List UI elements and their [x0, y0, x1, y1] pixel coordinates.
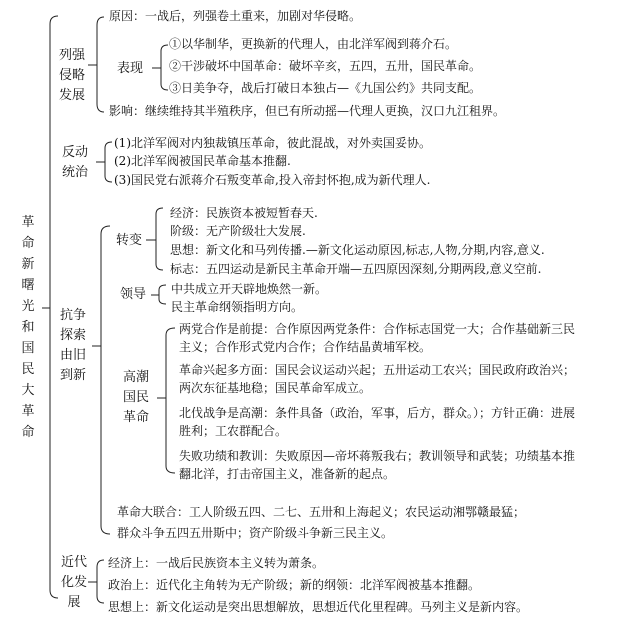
- s1-biaoxian-2: ②干涉破坏中国革命：破坏辛亥，五四，五卅，国民革命。: [169, 59, 482, 73]
- s3-gaochao-label: 高潮国民革命: [122, 370, 149, 425]
- s3-lingdao-2: 民主革命纲领指明方向。: [171, 300, 304, 314]
- s4-item-2: 政治上：近代化主角转为无产阶级；新的纲领：北洋军阀被基本推翻。: [108, 578, 481, 592]
- s1-bracket: [97, 17, 104, 112]
- s2-bracket: [105, 142, 112, 182]
- s3-zhuanbian-2: 阶级：无产阶级壮大发展.: [170, 224, 306, 238]
- s4-item-1: 经济上：一战后民族资本主义转为萧条。: [108, 556, 325, 570]
- s2-item-1: (1)北洋军阀对内独裁镇压革命，彼此混战，对外卖国妥协。: [114, 136, 432, 150]
- s3-gaochao-7: 失败功绩和教训：失败原因—帝坏蒋叛我右；教训领导和武装；功绩基本推: [179, 449, 576, 463]
- s1-yuanyin: 原因：一战后，列强卷土重来，加剧对华侵略。: [109, 9, 362, 23]
- s1-biaoxian-label: 表现: [116, 61, 143, 76]
- s1-biaoxian-1: ①以华制华，更换新的代理人，由北洋军阀到蒋介石。: [169, 37, 458, 51]
- biaoxian-bracket: [161, 45, 168, 90]
- s2-item-2: (2)北洋军阀被国民革命基本推翻.: [114, 154, 291, 168]
- s3-gaochao-8: 翻北洋，打击帝国主义，准备新的起点。: [179, 467, 396, 481]
- lingdao-bracket: [159, 285, 166, 304]
- s2-label: 反动统治: [61, 145, 88, 180]
- s3-label: 抗争探索由旧到新: [59, 308, 86, 383]
- root-label: 革命新曙光和国民大革命: [21, 215, 35, 440]
- s1-biaoxian-3: ③日美争夺，战后打破日本独占—《九国公约》共同支配。: [169, 81, 482, 95]
- gaochao-bracket: [166, 328, 175, 473]
- s3-zhuanbian-1: 经济：民族资本被短暂春天.: [170, 206, 318, 220]
- s4-bracket: [97, 560, 104, 603]
- s2-item-3: (3)国民党右派蒋介石叛变革命,投入帝封怀抱,成为新代理人.: [114, 173, 431, 187]
- s3-lingdao-label: 领导: [119, 287, 146, 302]
- s4-item-3: 思想上：新文化运动是突出思想解放，思想近代化里程碑。马列主义是新内容。: [108, 600, 529, 614]
- s3-zhuanbian-3: 思想：新文化和马列传播.—新文化运动原因,标志,人物,分期,内容,意义.: [170, 243, 545, 257]
- s3-zhuanbian-label: 转变: [115, 233, 142, 248]
- s3-gaochao-1: 两党合作是前提：合作原因两党条件：合作标志国党一大；合作基础新三民: [179, 322, 576, 336]
- s1-label: 列强侵略发展: [58, 48, 85, 103]
- s3-gaochao-3: 革命兴起多方面：国民会议运动兴起；五卅运动工农兴；国民政府政治兴；: [179, 363, 576, 377]
- s3-lingdao-1: 中共成立开天辟地焕然一新。: [171, 282, 328, 296]
- s3-gaochao-6: 胜利；工农群配合。: [179, 424, 288, 438]
- s3-dalianhe-1: 革命大联合：工人阶级五四、二七、五卅和上海起义；农民运动湘鄂赣最猛；: [117, 505, 526, 519]
- s4-label: 近代化发展: [60, 555, 87, 610]
- s1-yingxiang: 影响：继续维持其半殖秩序，但已有所动摇—代理人更换，汉口九江租界。: [109, 104, 506, 118]
- zhuanbian-bracket: [156, 208, 163, 270]
- s3-bracket: [101, 226, 110, 534]
- s3-zhuanbian-4: 标志：五四运动是新民主革命开端—五四原因深刻,分期两段,意义空前.: [170, 262, 542, 276]
- s3-dalianhe-2: 群众斗争五四五卅斯中；资产阶级斗争新三民主义。: [117, 526, 394, 540]
- s3-gaochao-5: 北伐战争是高潮：条件具备（政治，军事，后方，群众。）；方针正确：进展: [179, 406, 576, 420]
- s3-gaochao-4: 两次东征基地稳；国民革命军成立。: [179, 381, 372, 395]
- s3-gaochao-2: 主义；合作形式党内合作；合作结晶黄埔军校。: [179, 340, 432, 354]
